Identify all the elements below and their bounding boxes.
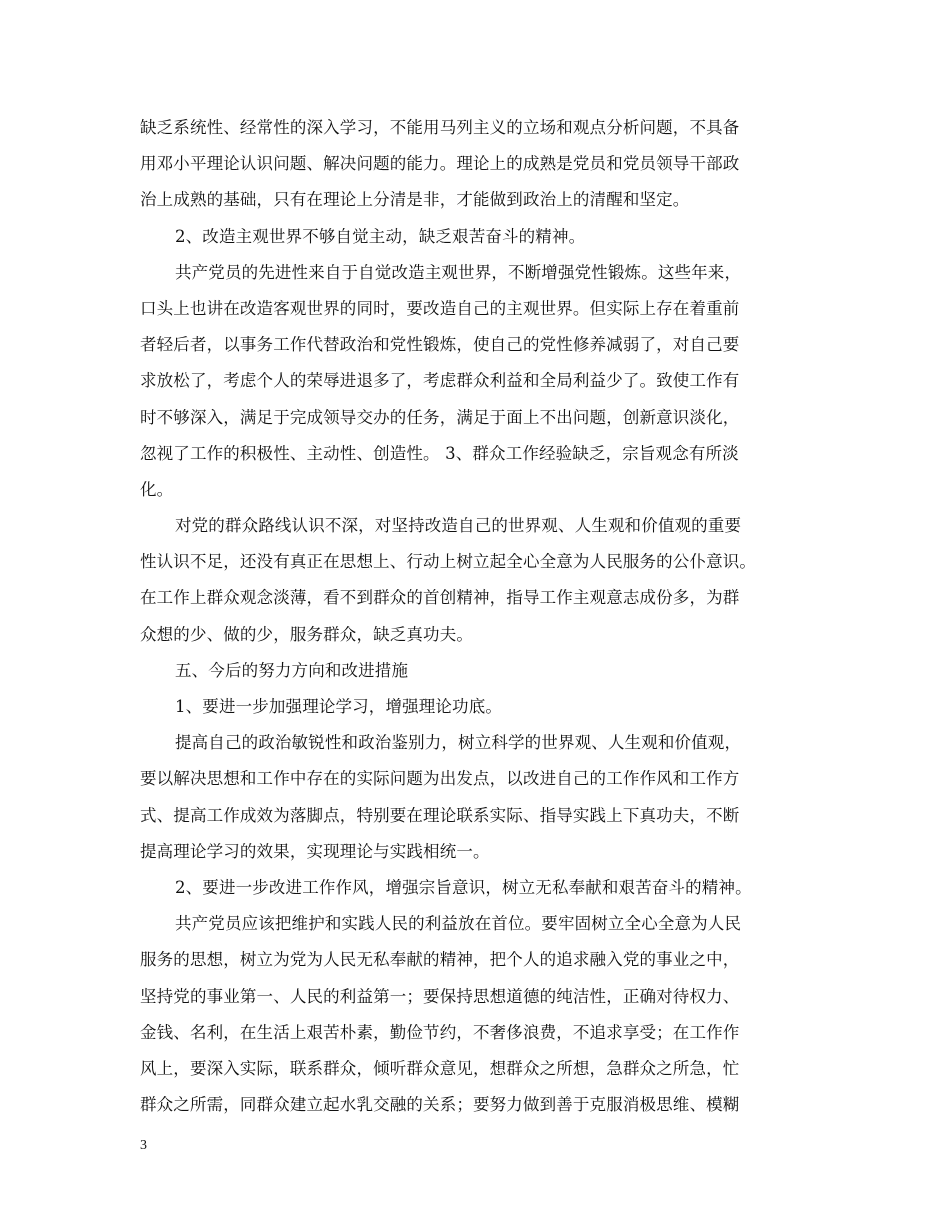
text-line: 1、要进一步加强理论学习，增强理论功底。 [175,697,502,716]
text-line: 在工作上群众观念淡薄，看不到群众的首创精神，指导工作主观意志成份多，为群 [140,588,740,608]
text-line: 化。 [140,479,174,499]
text-line: 用邓小平理论认识问题、解决问题的能力。理论上的成熟是党员和党员领导干部政 [140,154,740,174]
text-line: 对党的群众路线认识不深，对坚持改造自己的世界观、人生观和价值观的重要 [175,516,742,536]
text-line: 众想的少、做的少，服务群众，缺乏真功夫。 [140,624,473,644]
text-line: 服务的思想，树立为党为人民无私奉献的精神，把个人的追求融入党的事业之中， [140,950,740,970]
body-text [140,110,815,1123]
text-line: 群众之所需，同群众建立起水乳交融的关系；要努力做到善于克服消极思维、模糊 [140,1095,740,1115]
text-line: 坚持党的事业第一、人民的利益第一；要保持思想道德的纯洁性，正确对待权力、 [140,986,740,1006]
text-line: 提高理论学习的效果，实现理论与实践相统一。 [140,841,490,861]
page-number: 3 [140,1138,147,1153]
text-line: 共产党员的先进性来自于自觉改造主观世界，不断增强党性锻炼。这些年来， [175,262,742,282]
text-line: 要以解决思想和工作中存在的实际问题为出发点，以改进自己的工作作风和工作方 [140,769,740,789]
text-line: 2、改造主观世界不够自觉主动，缺乏艰苦奋斗的精神。 [175,226,586,246]
text-line: 2、要进一步改进工作作风，增强宗旨意识，树立无私奉献和艰苦奋斗的精神。 [175,877,752,897]
text-line: 缺乏系统性、经常性的深入学习，不能用马列主义的立场和观点分析问题，不具备 [140,118,740,137]
text-line: 者轻后者，以事务工作代替政治和党性锻炼，使自己的党性修养减弱了，对自己要 [140,335,740,355]
text-line: 五、今后的努力方向和改进措施 [175,660,409,680]
text-line: 时不够深入，满足于完成领导交办的任务，满足于面上不出问题，创新意识淡化， [140,407,740,427]
text-line: 风上，要深入实际，联系群众，倾听群众意见，想群众之所想，急群众之所急，忙 [140,1058,740,1078]
text-line: 金钱、名利，在生活上艰苦朴素，勤俭节约，不奢侈浪费，不追求享受；在工作作 [140,1022,740,1042]
text-line: 性认识不足，还没有真正在思想上、行动上树立起全心全意为人民服务的公仆意识。 [140,552,757,572]
text-line: 求放松了，考虑个人的荣辱进退多了，考虑群众利益和全局利益少了。致使工作有 [140,371,740,391]
text-line: 式、提高工作成效为落脚点，特别要在理论联系实际、指导实践上下真功夫，不断 [140,805,740,825]
text-line: 口头上也讲在改造客观世界的同时，要改造自己的主观世界。但实际上存在着重前 [140,298,740,318]
text-line: 忽视了工作的积极性、主动性、创造性。 3、群众工作经验缺乏，宗旨观念有所淡 [140,443,739,463]
text-line: 治上成熟的基础，只有在理论上分清是非，才能做到政治上的清醒和坚定。 [140,190,690,210]
text-line: 共产党员应该把维护和实践人民的利益放在首位。要牢固树立全心全意为人民 [175,914,742,934]
text-line: 提高自己的政治敏锐性和政治鉴别力，树立科学的世界观、人生观和价值观， [175,733,742,753]
